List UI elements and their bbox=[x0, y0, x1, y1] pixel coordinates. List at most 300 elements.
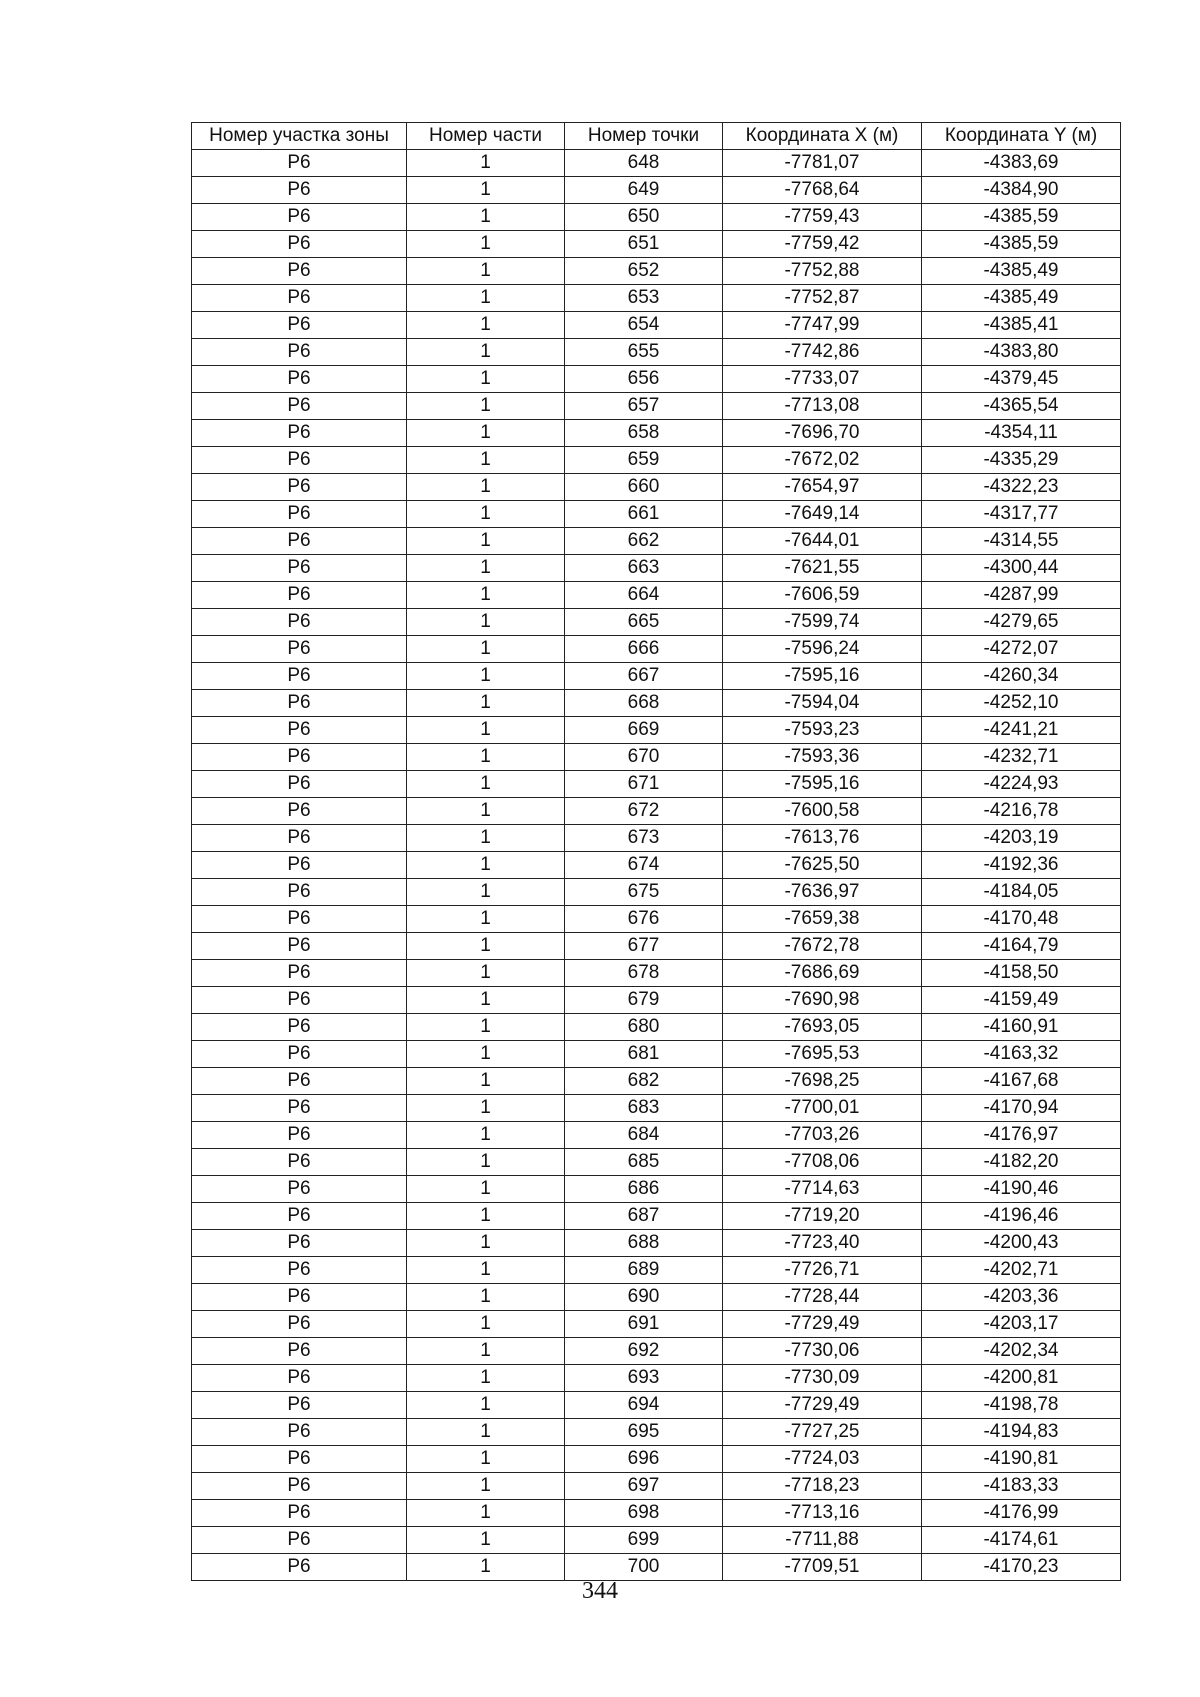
coordinate-y-cell: -4385,49 bbox=[922, 258, 1121, 285]
part-number-cell: 1 bbox=[407, 393, 565, 420]
table-body bbox=[192, 150, 1121, 1581]
zone-section-cell: Р6 bbox=[192, 420, 407, 447]
coordinate-x-cell: -7695,53 bbox=[723, 1041, 922, 1068]
coordinate-y-cell: -4192,36 bbox=[922, 852, 1121, 879]
point-number-cell: 666 bbox=[565, 636, 723, 663]
part-number-cell: 1 bbox=[407, 690, 565, 717]
point-number-cell: 664 bbox=[565, 582, 723, 609]
coordinate-x-cell: -7711,88 bbox=[723, 1527, 922, 1554]
zone-section-cell: Р6 bbox=[192, 312, 407, 339]
coordinate-x-cell: -7730,09 bbox=[723, 1365, 922, 1392]
zone-section-cell: Р6 bbox=[192, 1122, 407, 1149]
table-row bbox=[192, 1284, 1121, 1311]
coordinate-y-cell: -4383,80 bbox=[922, 339, 1121, 366]
zone-section-cell: Р6 bbox=[192, 663, 407, 690]
point-number-cell: 672 bbox=[565, 798, 723, 825]
table-row bbox=[192, 636, 1121, 663]
table-row bbox=[192, 1338, 1121, 1365]
coordinate-x-cell: -7728,44 bbox=[723, 1284, 922, 1311]
coordinate-x-cell: -7696,70 bbox=[723, 420, 922, 447]
coordinate-x-cell: -7659,38 bbox=[723, 906, 922, 933]
part-number-cell: 1 bbox=[407, 1122, 565, 1149]
table-row bbox=[192, 582, 1121, 609]
point-number-cell: 660 bbox=[565, 474, 723, 501]
coordinate-y-cell: -4194,83 bbox=[922, 1419, 1121, 1446]
coordinate-y-cell: -4241,21 bbox=[922, 717, 1121, 744]
part-number-cell: 1 bbox=[407, 717, 565, 744]
coordinate-y-cell: -4176,99 bbox=[922, 1500, 1121, 1527]
coordinate-y-cell: -4385,59 bbox=[922, 204, 1121, 231]
point-number-cell: 648 bbox=[565, 150, 723, 177]
part-number-cell: 1 bbox=[407, 906, 565, 933]
point-number-cell: 653 bbox=[565, 285, 723, 312]
zone-section-cell: Р6 bbox=[192, 1230, 407, 1257]
coordinate-x-cell: -7698,25 bbox=[723, 1068, 922, 1095]
table-row bbox=[192, 771, 1121, 798]
coordinate-y-cell: -4203,36 bbox=[922, 1284, 1121, 1311]
coordinate-x-cell: -7593,23 bbox=[723, 717, 922, 744]
part-number-cell: 1 bbox=[407, 663, 565, 690]
part-number-cell: 1 bbox=[407, 636, 565, 663]
table-row bbox=[192, 393, 1121, 420]
zone-section-cell: Р6 bbox=[192, 1554, 407, 1581]
zone-section-cell: Р6 bbox=[192, 582, 407, 609]
coordinate-x-cell: -7709,51 bbox=[723, 1554, 922, 1581]
coordinate-y-cell: -4159,49 bbox=[922, 987, 1121, 1014]
point-number-cell: 691 bbox=[565, 1311, 723, 1338]
coordinate-y-cell: -4170,94 bbox=[922, 1095, 1121, 1122]
table-row bbox=[192, 744, 1121, 771]
point-number-cell: 677 bbox=[565, 933, 723, 960]
coordinate-x-cell: -7713,16 bbox=[723, 1500, 922, 1527]
zone-section-cell: Р6 bbox=[192, 933, 407, 960]
point-number-cell: 657 bbox=[565, 393, 723, 420]
coordinate-y-cell: -4164,79 bbox=[922, 933, 1121, 960]
coordinate-x-cell: -7690,98 bbox=[723, 987, 922, 1014]
table-row bbox=[192, 1014, 1121, 1041]
coordinate-y-cell: -4385,41 bbox=[922, 312, 1121, 339]
coordinate-y-cell: -4190,81 bbox=[922, 1446, 1121, 1473]
part-number-cell: 1 bbox=[407, 1149, 565, 1176]
coordinate-y-cell: -4365,54 bbox=[922, 393, 1121, 420]
coordinate-x-cell: -7759,42 bbox=[723, 231, 922, 258]
table-row bbox=[192, 528, 1121, 555]
part-number-cell: 1 bbox=[407, 1311, 565, 1338]
part-number-cell: 1 bbox=[407, 447, 565, 474]
header-zone-section: Номер участка зоны bbox=[192, 123, 407, 150]
zone-section-cell: Р6 bbox=[192, 960, 407, 987]
zone-section-cell: Р6 bbox=[192, 501, 407, 528]
part-number-cell: 1 bbox=[407, 1176, 565, 1203]
part-number-cell: 1 bbox=[407, 339, 565, 366]
table-row bbox=[192, 1041, 1121, 1068]
coordinate-y-cell: -4224,93 bbox=[922, 771, 1121, 798]
part-number-cell: 1 bbox=[407, 609, 565, 636]
coordinate-x-cell: -7729,49 bbox=[723, 1392, 922, 1419]
zone-section-cell: Р6 bbox=[192, 555, 407, 582]
point-number-cell: 652 bbox=[565, 258, 723, 285]
point-number-cell: 700 bbox=[565, 1554, 723, 1581]
coordinate-x-cell: -7742,86 bbox=[723, 339, 922, 366]
coordinate-x-cell: -7636,97 bbox=[723, 879, 922, 906]
coordinate-y-cell: -4279,65 bbox=[922, 609, 1121, 636]
part-number-cell: 1 bbox=[407, 1203, 565, 1230]
table-row bbox=[192, 933, 1121, 960]
table-row bbox=[192, 987, 1121, 1014]
point-number-cell: 651 bbox=[565, 231, 723, 258]
point-number-cell: 673 bbox=[565, 825, 723, 852]
part-number-cell: 1 bbox=[407, 1230, 565, 1257]
coordinate-x-cell: -7606,59 bbox=[723, 582, 922, 609]
point-number-cell: 681 bbox=[565, 1041, 723, 1068]
coordinate-y-cell: -4167,68 bbox=[922, 1068, 1121, 1095]
table-row bbox=[192, 798, 1121, 825]
zone-section-cell: Р6 bbox=[192, 150, 407, 177]
coordinate-x-cell: -7595,16 bbox=[723, 771, 922, 798]
point-number-cell: 667 bbox=[565, 663, 723, 690]
part-number-cell: 1 bbox=[407, 933, 565, 960]
part-number-cell: 1 bbox=[407, 1554, 565, 1581]
point-number-cell: 678 bbox=[565, 960, 723, 987]
point-number-cell: 675 bbox=[565, 879, 723, 906]
zone-section-cell: Р6 bbox=[192, 1203, 407, 1230]
zone-section-cell: Р6 bbox=[192, 231, 407, 258]
table-row bbox=[192, 447, 1121, 474]
coordinate-x-cell: -7654,97 bbox=[723, 474, 922, 501]
zone-section-cell: Р6 bbox=[192, 717, 407, 744]
zone-section-cell: Р6 bbox=[192, 393, 407, 420]
coordinate-y-cell: -4203,19 bbox=[922, 825, 1121, 852]
zone-section-cell: Р6 bbox=[192, 447, 407, 474]
coordinate-x-cell: -7613,76 bbox=[723, 825, 922, 852]
zone-section-cell: Р6 bbox=[192, 528, 407, 555]
point-number-cell: 656 bbox=[565, 366, 723, 393]
coordinate-x-cell: -7593,36 bbox=[723, 744, 922, 771]
table-row bbox=[192, 852, 1121, 879]
coordinate-x-cell: -7727,25 bbox=[723, 1419, 922, 1446]
coordinate-y-cell: -4384,90 bbox=[922, 177, 1121, 204]
zone-section-cell: Р6 bbox=[192, 1500, 407, 1527]
table-row bbox=[192, 1365, 1121, 1392]
coordinate-y-cell: -4198,78 bbox=[922, 1392, 1121, 1419]
point-number-cell: 659 bbox=[565, 447, 723, 474]
coordinate-x-cell: -7672,02 bbox=[723, 447, 922, 474]
zone-section-cell: Р6 bbox=[192, 1527, 407, 1554]
part-number-cell: 1 bbox=[407, 1527, 565, 1554]
point-number-cell: 686 bbox=[565, 1176, 723, 1203]
part-number-cell: 1 bbox=[407, 825, 565, 852]
coordinate-y-cell: -4202,71 bbox=[922, 1257, 1121, 1284]
table-row bbox=[192, 1095, 1121, 1122]
zone-section-cell: Р6 bbox=[192, 879, 407, 906]
coordinate-x-cell: -7759,43 bbox=[723, 204, 922, 231]
coordinate-y-cell: -4300,44 bbox=[922, 555, 1121, 582]
point-number-cell: 685 bbox=[565, 1149, 723, 1176]
coordinate-x-cell: -7713,08 bbox=[723, 393, 922, 420]
coordinate-x-cell: -7594,04 bbox=[723, 690, 922, 717]
zone-section-cell: Р6 bbox=[192, 1365, 407, 1392]
coordinate-x-cell: -7768,64 bbox=[723, 177, 922, 204]
zone-section-cell: Р6 bbox=[192, 852, 407, 879]
table-row bbox=[192, 285, 1121, 312]
table-row bbox=[192, 1554, 1121, 1581]
part-number-cell: 1 bbox=[407, 879, 565, 906]
coordinate-x-cell: -7686,69 bbox=[723, 960, 922, 987]
coordinate-x-cell: -7730,06 bbox=[723, 1338, 922, 1365]
header-point-number: Номер точки bbox=[565, 123, 723, 150]
coordinate-y-cell: -4260,34 bbox=[922, 663, 1121, 690]
part-number-cell: 1 bbox=[407, 177, 565, 204]
coordinate-x-cell: -7644,01 bbox=[723, 528, 922, 555]
part-number-cell: 1 bbox=[407, 1392, 565, 1419]
coordinate-x-cell: -7625,50 bbox=[723, 852, 922, 879]
coordinate-x-cell: -7703,26 bbox=[723, 1122, 922, 1149]
part-number-cell: 1 bbox=[407, 1446, 565, 1473]
part-number-cell: 1 bbox=[407, 1473, 565, 1500]
coordinate-y-cell: -4272,07 bbox=[922, 636, 1121, 663]
table-row bbox=[192, 366, 1121, 393]
table-row bbox=[192, 960, 1121, 987]
coordinate-y-cell: -4232,71 bbox=[922, 744, 1121, 771]
coordinate-y-cell: -4184,05 bbox=[922, 879, 1121, 906]
zone-section-cell: Р6 bbox=[192, 339, 407, 366]
point-number-cell: 680 bbox=[565, 1014, 723, 1041]
coordinate-y-cell: -4202,34 bbox=[922, 1338, 1121, 1365]
part-number-cell: 1 bbox=[407, 366, 565, 393]
point-number-cell: 683 bbox=[565, 1095, 723, 1122]
zone-section-cell: Р6 bbox=[192, 1149, 407, 1176]
coordinate-x-cell: -7747,99 bbox=[723, 312, 922, 339]
zone-section-cell: Р6 bbox=[192, 1041, 407, 1068]
coordinate-y-cell: -4182,20 bbox=[922, 1149, 1121, 1176]
table-row bbox=[192, 339, 1121, 366]
point-number-cell: 684 bbox=[565, 1122, 723, 1149]
point-number-cell: 693 bbox=[565, 1365, 723, 1392]
table-row bbox=[192, 879, 1121, 906]
part-number-cell: 1 bbox=[407, 528, 565, 555]
point-number-cell: 665 bbox=[565, 609, 723, 636]
zone-section-cell: Р6 bbox=[192, 906, 407, 933]
table-row bbox=[192, 177, 1121, 204]
coordinate-y-cell: -4170,48 bbox=[922, 906, 1121, 933]
table-row bbox=[192, 1176, 1121, 1203]
point-number-cell: 663 bbox=[565, 555, 723, 582]
zone-section-cell: Р6 bbox=[192, 1014, 407, 1041]
part-number-cell: 1 bbox=[407, 285, 565, 312]
point-number-cell: 679 bbox=[565, 987, 723, 1014]
zone-section-cell: Р6 bbox=[192, 1473, 407, 1500]
part-number-cell: 1 bbox=[407, 150, 565, 177]
zone-section-cell: Р6 bbox=[192, 1392, 407, 1419]
coordinate-y-cell: -4322,23 bbox=[922, 474, 1121, 501]
coordinate-x-cell: -7693,05 bbox=[723, 1014, 922, 1041]
coordinate-y-cell: -4200,81 bbox=[922, 1365, 1121, 1392]
coordinate-x-cell: -7672,78 bbox=[723, 933, 922, 960]
table-row bbox=[192, 609, 1121, 636]
point-number-cell: 690 bbox=[565, 1284, 723, 1311]
zone-section-cell: Р6 bbox=[192, 744, 407, 771]
point-number-cell: 670 bbox=[565, 744, 723, 771]
zone-section-cell: Р6 bbox=[192, 177, 407, 204]
coordinate-x-cell: -7752,88 bbox=[723, 258, 922, 285]
zone-section-cell: Р6 bbox=[192, 285, 407, 312]
zone-section-cell: Р6 bbox=[192, 690, 407, 717]
zone-section-cell: Р6 bbox=[192, 1257, 407, 1284]
header-part-number: Номер части bbox=[407, 123, 565, 150]
table-row bbox=[192, 1149, 1121, 1176]
coordinate-y-cell: -4160,91 bbox=[922, 1014, 1121, 1041]
table-row bbox=[192, 1473, 1121, 1500]
point-number-cell: 694 bbox=[565, 1392, 723, 1419]
coordinate-x-cell: -7752,87 bbox=[723, 285, 922, 312]
point-number-cell: 695 bbox=[565, 1419, 723, 1446]
coordinate-y-cell: -4383,69 bbox=[922, 150, 1121, 177]
point-number-cell: 669 bbox=[565, 717, 723, 744]
point-number-cell: 689 bbox=[565, 1257, 723, 1284]
coordinate-y-cell: -4314,55 bbox=[922, 528, 1121, 555]
header-coordinate-y: Координата Y (м) bbox=[922, 123, 1121, 150]
part-number-cell: 1 bbox=[407, 1095, 565, 1122]
table-row bbox=[192, 1068, 1121, 1095]
part-number-cell: 1 bbox=[407, 744, 565, 771]
zone-section-cell: Р6 bbox=[192, 258, 407, 285]
table-row bbox=[192, 1446, 1121, 1473]
part-number-cell: 1 bbox=[407, 960, 565, 987]
zone-section-cell: Р6 bbox=[192, 987, 407, 1014]
part-number-cell: 1 bbox=[407, 420, 565, 447]
table-row bbox=[192, 1527, 1121, 1554]
table-row bbox=[192, 825, 1121, 852]
table-row bbox=[192, 690, 1121, 717]
zone-section-cell: Р6 bbox=[192, 1419, 407, 1446]
table-row bbox=[192, 555, 1121, 582]
coordinate-x-cell: -7723,40 bbox=[723, 1230, 922, 1257]
point-number-cell: 688 bbox=[565, 1230, 723, 1257]
part-number-cell: 1 bbox=[407, 1068, 565, 1095]
zone-section-cell: Р6 bbox=[192, 1338, 407, 1365]
coordinate-y-cell: -4317,77 bbox=[922, 501, 1121, 528]
coordinate-y-cell: -4354,11 bbox=[922, 420, 1121, 447]
coordinate-y-cell: -4203,17 bbox=[922, 1311, 1121, 1338]
part-number-cell: 1 bbox=[407, 1041, 565, 1068]
zone-section-cell: Р6 bbox=[192, 474, 407, 501]
coordinate-y-cell: -4163,32 bbox=[922, 1041, 1121, 1068]
part-number-cell: 1 bbox=[407, 258, 565, 285]
part-number-cell: 1 bbox=[407, 852, 565, 879]
coordinate-y-cell: -4335,29 bbox=[922, 447, 1121, 474]
part-number-cell: 1 bbox=[407, 582, 565, 609]
part-number-cell: 1 bbox=[407, 501, 565, 528]
coordinate-y-cell: -4252,10 bbox=[922, 690, 1121, 717]
coordinate-x-cell: -7729,49 bbox=[723, 1311, 922, 1338]
coordinate-y-cell: -4174,61 bbox=[922, 1527, 1121, 1554]
table-row bbox=[192, 906, 1121, 933]
coordinates-table bbox=[191, 122, 1121, 1581]
table-row bbox=[192, 1500, 1121, 1527]
coordinate-y-cell: -4176,97 bbox=[922, 1122, 1121, 1149]
table-row bbox=[192, 231, 1121, 258]
part-number-cell: 1 bbox=[407, 1284, 565, 1311]
part-number-cell: 1 bbox=[407, 771, 565, 798]
coordinate-y-cell: -4190,46 bbox=[922, 1176, 1121, 1203]
coordinate-x-cell: -7599,74 bbox=[723, 609, 922, 636]
point-number-cell: 699 bbox=[565, 1527, 723, 1554]
zone-section-cell: Р6 bbox=[192, 1068, 407, 1095]
coordinate-x-cell: -7700,01 bbox=[723, 1095, 922, 1122]
coordinate-x-cell: -7621,55 bbox=[723, 555, 922, 582]
zone-section-cell: Р6 bbox=[192, 1311, 407, 1338]
coordinate-x-cell: -7714,63 bbox=[723, 1176, 922, 1203]
table-row bbox=[192, 258, 1121, 285]
part-number-cell: 1 bbox=[407, 1338, 565, 1365]
point-number-cell: 687 bbox=[565, 1203, 723, 1230]
table-row bbox=[192, 1203, 1121, 1230]
point-number-cell: 662 bbox=[565, 528, 723, 555]
table-row bbox=[192, 1392, 1121, 1419]
table-row bbox=[192, 312, 1121, 339]
part-number-cell: 1 bbox=[407, 1500, 565, 1527]
coordinate-x-cell: -7724,03 bbox=[723, 1446, 922, 1473]
zone-section-cell: Р6 bbox=[192, 1176, 407, 1203]
zone-section-cell: Р6 bbox=[192, 366, 407, 393]
coordinate-x-cell: -7600,58 bbox=[723, 798, 922, 825]
coordinate-y-cell: -4183,33 bbox=[922, 1473, 1121, 1500]
point-number-cell: 696 bbox=[565, 1446, 723, 1473]
part-number-cell: 1 bbox=[407, 1014, 565, 1041]
zone-section-cell: Р6 bbox=[192, 1284, 407, 1311]
table-row bbox=[192, 501, 1121, 528]
point-number-cell: 655 bbox=[565, 339, 723, 366]
point-number-cell: 668 bbox=[565, 690, 723, 717]
coordinate-y-cell: -4287,99 bbox=[922, 582, 1121, 609]
coordinate-y-cell: -4385,49 bbox=[922, 285, 1121, 312]
point-number-cell: 658 bbox=[565, 420, 723, 447]
point-number-cell: 676 bbox=[565, 906, 723, 933]
zone-section-cell: Р6 bbox=[192, 825, 407, 852]
part-number-cell: 1 bbox=[407, 1365, 565, 1392]
point-number-cell: 650 bbox=[565, 204, 723, 231]
zone-section-cell: Р6 bbox=[192, 798, 407, 825]
point-number-cell: 692 bbox=[565, 1338, 723, 1365]
point-number-cell: 674 bbox=[565, 852, 723, 879]
point-number-cell: 649 bbox=[565, 177, 723, 204]
table-row bbox=[192, 717, 1121, 744]
table-row bbox=[192, 1257, 1121, 1284]
part-number-cell: 1 bbox=[407, 555, 565, 582]
table-row bbox=[192, 150, 1121, 177]
coordinate-x-cell: -7733,07 bbox=[723, 366, 922, 393]
point-number-cell: 682 bbox=[565, 1068, 723, 1095]
zone-section-cell: Р6 bbox=[192, 771, 407, 798]
zone-section-cell: Р6 bbox=[192, 1095, 407, 1122]
part-number-cell: 1 bbox=[407, 204, 565, 231]
coordinate-y-cell: -4158,50 bbox=[922, 960, 1121, 987]
coordinate-x-cell: -7726,71 bbox=[723, 1257, 922, 1284]
table-row bbox=[192, 1311, 1121, 1338]
part-number-cell: 1 bbox=[407, 987, 565, 1014]
coordinate-y-cell: -4170,23 bbox=[922, 1554, 1121, 1581]
coordinate-y-cell: -4200,43 bbox=[922, 1230, 1121, 1257]
table-row bbox=[192, 1122, 1121, 1149]
coordinate-x-cell: -7708,06 bbox=[723, 1149, 922, 1176]
coordinate-y-cell: -4379,45 bbox=[922, 366, 1121, 393]
table-row bbox=[192, 1419, 1121, 1446]
coordinate-y-cell: -4196,46 bbox=[922, 1203, 1121, 1230]
table-row bbox=[192, 1230, 1121, 1257]
coordinate-x-cell: -7596,24 bbox=[723, 636, 922, 663]
point-number-cell: 671 bbox=[565, 771, 723, 798]
coordinate-y-cell: -4216,78 bbox=[922, 798, 1121, 825]
